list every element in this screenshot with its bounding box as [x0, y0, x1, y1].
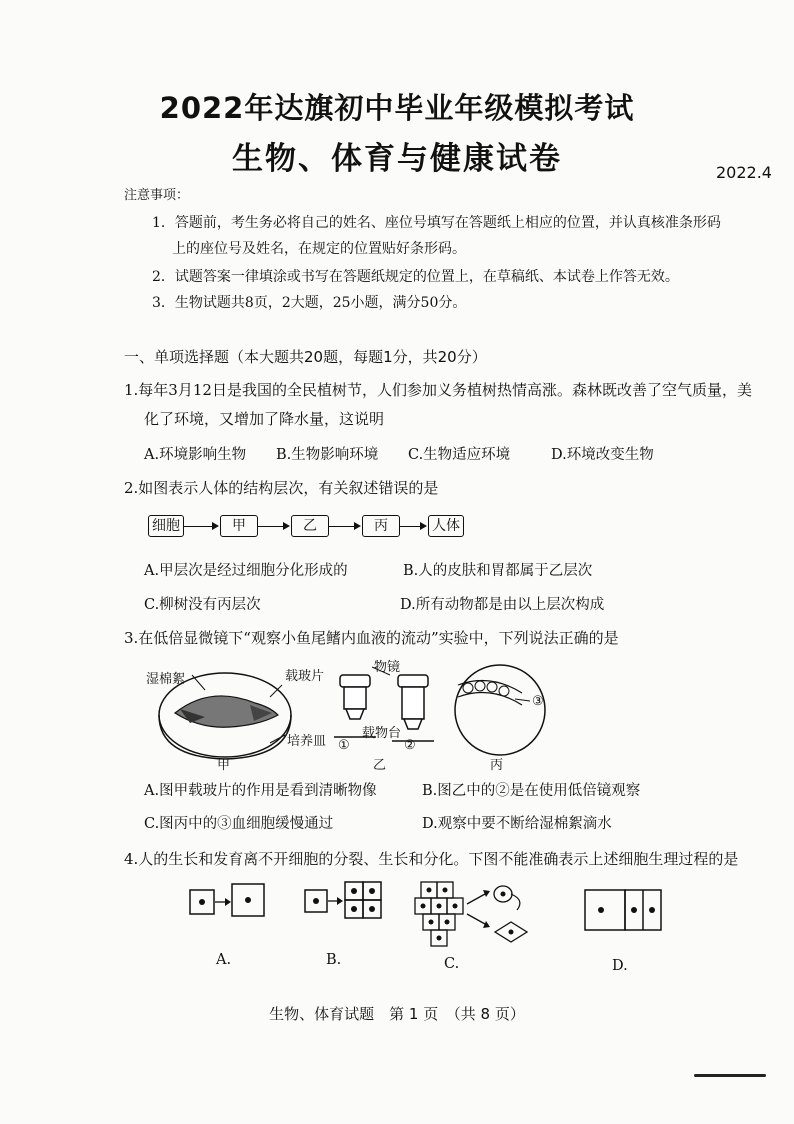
label-stage: 载物台	[362, 726, 402, 741]
q4-option-d: D.	[612, 958, 628, 974]
label-wet-cotton: 湿棉絮	[146, 672, 186, 687]
option-a-cells	[190, 884, 264, 916]
q1-option-b: B.生物影响环境	[276, 447, 379, 463]
notice-item-3: 3．生物试题共8页，2大题，25小题，满分50分。	[152, 295, 467, 311]
label-objective: 物镜	[374, 660, 401, 675]
page-footer: 生物、体育试题 第 1 页 （共 8 页）	[269, 1005, 525, 1023]
q2-option-b: B.人的皮肤和胃都属于乙层次	[403, 563, 593, 579]
label-circle-2: ②	[404, 738, 416, 753]
label-fig-yi: 乙	[373, 758, 387, 773]
flow-yi: 乙	[291, 515, 329, 537]
q4-option-b: B.	[326, 952, 342, 968]
exam-title: 2022年达旗初中毕业年级模拟考试	[159, 91, 635, 125]
scan-mark	[694, 1074, 766, 1077]
notice-heading: 注意事项：	[124, 188, 190, 203]
q4-option-c: C.	[444, 956, 460, 972]
notice-item-1: 1．答题前，考生务必将自己的姓名、座位号填写在答题纸上相应的位置，并认真核准条形码	[152, 215, 721, 231]
flow-cell: 细胞	[148, 515, 184, 537]
q3-option-a: A.图甲载玻片的作用是看到清晰物像	[144, 783, 377, 799]
q3-option-b: B.图乙中的②是在使用低倍镜观察	[422, 783, 641, 799]
q3-option-c: C.图丙中的③血细胞缓慢通过	[144, 816, 334, 832]
label-dish: 培养皿	[287, 734, 327, 749]
label-circle-3: ③	[532, 694, 544, 709]
exam-subtitle: 生物、体育与健康试卷	[232, 141, 562, 177]
flow-human: 人体	[428, 515, 464, 537]
label-fig-jia: 甲	[217, 758, 231, 773]
flow-bing: 丙	[362, 515, 400, 537]
q4-option-a: A.	[216, 952, 232, 968]
exam-date: 2022.4	[716, 163, 772, 182]
q1-stem-line1: 1.每年3月12日是我国的全民植树节，人们参加义务植树热情高涨。森林既改善了空气质量，美	[124, 381, 752, 399]
q2-stem: 2.如图表示人体的结构层次，有关叙述错误的是	[124, 479, 439, 497]
flow-arrow-4	[400, 526, 425, 527]
label-fig-bing: 丙	[490, 758, 504, 773]
flow-jia: 甲	[220, 515, 258, 537]
flow-arrow-3	[329, 526, 359, 527]
q2-option-a: A.甲层次是经过细胞分化形成的	[144, 563, 348, 579]
flow-arrow-1	[184, 526, 217, 527]
label-circle-1: ①	[338, 738, 350, 753]
q2-option-d: D.所有动物都是由以上层次构成	[400, 597, 605, 613]
q1-stem-line2: 化了环境，又增加了降水量，这说明	[144, 410, 385, 428]
flow-arrow-2	[258, 526, 288, 527]
option-b-cells	[305, 882, 381, 918]
notice-item-2: 2．试题答案一律填涂或书写在答题纸规定的位置上，在草稿纸、本试卷上作答无效。	[152, 269, 679, 285]
q4-figure	[185, 880, 665, 950]
q3-stem: 3.在低倍显微镜下“观察小鱼尾鳍内血液的流动”实验中，下列说法正确的是	[124, 629, 619, 647]
q1-option-d: D.环境改变生物	[551, 447, 654, 463]
q1-option-c: C.生物适应环境	[408, 447, 511, 463]
label-slide: 载玻片	[285, 669, 325, 684]
q1-option-a: A.环境影响生物	[144, 447, 247, 463]
option-c-cells	[415, 882, 527, 946]
q2-option-c: C.柳树没有丙层次	[144, 597, 261, 613]
q4-stem: 4.人的生长和发育离不开细胞的分裂、生长和分化。下图不能准确表示上述细胞生理过程的是	[124, 850, 739, 868]
section-heading: 一、单项选择题（本大题共20题，每题1分，共20分）	[124, 348, 487, 366]
option-d-cells	[585, 890, 661, 930]
q3-option-d: D.观察中要不断给湿棉絮滴水	[422, 816, 612, 832]
field-of-view-figure	[455, 665, 545, 755]
notice-item-1-cont: 上的座位号及姓名，在规定的位置贴好条形码。	[172, 241, 466, 257]
